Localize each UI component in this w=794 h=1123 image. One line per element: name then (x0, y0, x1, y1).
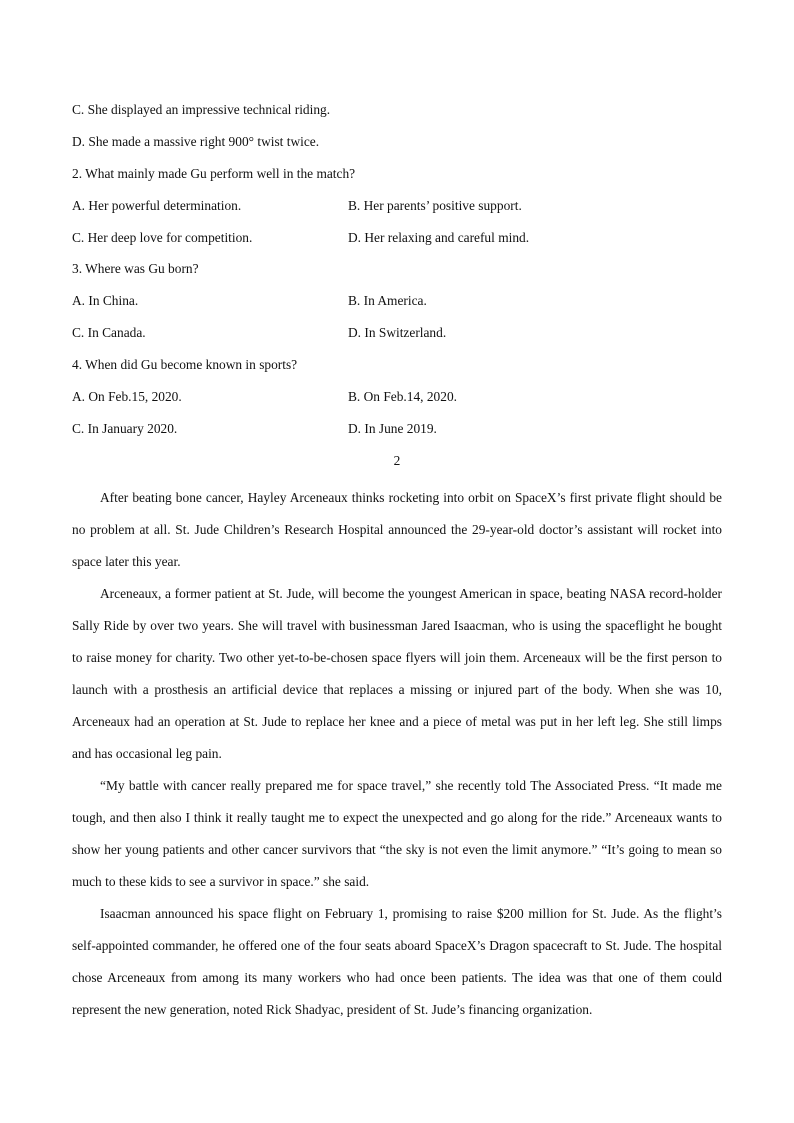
q4-option-b: B. On Feb.14, 2020. (348, 389, 457, 404)
passage-paragraph-4: Isaacman announced his space flight on February 1, promising to raise $200 million for St. Jude. As the flight’s self-appointed commander, he offered one of the four seats aboard SpaceX’s Dragon spacecraft to St. Jude. The hospital chose Arceneaux from among its many workers who had once been patients. The idea was that one of them could represent the new generation, noted Rick Shadyac, president of St. Jude’s financing organization. (72, 906, 722, 1017)
q2-stem: 2. What mainly made Gu perform well in the match? (72, 166, 356, 181)
passage-paragraph-3: “My battle with cancer really prepared me for space travel,” she recently told The Associated Press. “It made me tough, and then also I think it really taught me to expect the unexpected and go along for the ride.” Arceneaux wants to show her young patients and other cancer survivors that “the sky is not even the limit anymore.” “It’s going to mean so much to these kids to see a survivor in space.” she said. (72, 778, 722, 889)
q4-stem: 4. When did Gu become known in sports? (72, 357, 298, 372)
q2-option-a: A. Her powerful determination. (72, 198, 242, 213)
q3-option-b: B. In America. (348, 293, 427, 308)
q4-option-d: D. In June 2019. (348, 421, 437, 436)
reading-passage (72, 482, 722, 1026)
q3-option-c: C. In Canada. (72, 325, 146, 340)
section-number: 2 (393, 453, 401, 468)
q1-option-c: C. She displayed an impressive technical riding. (72, 102, 331, 117)
q2-option-b: B. Her parents’ positive support. (348, 198, 522, 213)
passage-paragraph-2: Arceneaux, a former patient at St. Jude, will become the youngest American in space, beating NASA record-holder Sally Ride by over two years. She will travel with businessman Jared Isaacman, who is using the spaceflight he bought to raise money for charity. Two other yet-to-be-chosen space flyers will join them. Arceneaux will be the first person to launch with a prosthesis an artificial device that replaces a missing or injured part of the body. When she was 10, Arceneaux had an operation at St. Jude to replace her knee and a piece of metal was put in her left leg. She still limps and has occasional leg pain. (72, 586, 722, 761)
q4-option-c: C. In January 2020. (72, 421, 178, 436)
q4-option-a: A. On Feb.15, 2020. (72, 389, 182, 404)
q2-option-c: C. Her deep love for competition. (72, 230, 253, 245)
q3-stem: 3. Where was Gu born? (72, 261, 199, 276)
passage-paragraph-1: After beating bone cancer, Hayley Arceneaux thinks rocketing into orbit on SpaceX’s first private flight should be no problem at all. St. Jude Children’s Research Hospital announced the 29-year-old doctor’s assistant will rocket into space later this year. (72, 490, 722, 569)
q3-option-a: A. In China. (72, 293, 139, 308)
q3-option-d: D. In Switzerland. (348, 325, 447, 340)
q2-option-d: D. Her relaxing and careful mind. (348, 230, 530, 245)
q1-option-d: D. She made a massive right 900° twist twice. (72, 134, 320, 149)
